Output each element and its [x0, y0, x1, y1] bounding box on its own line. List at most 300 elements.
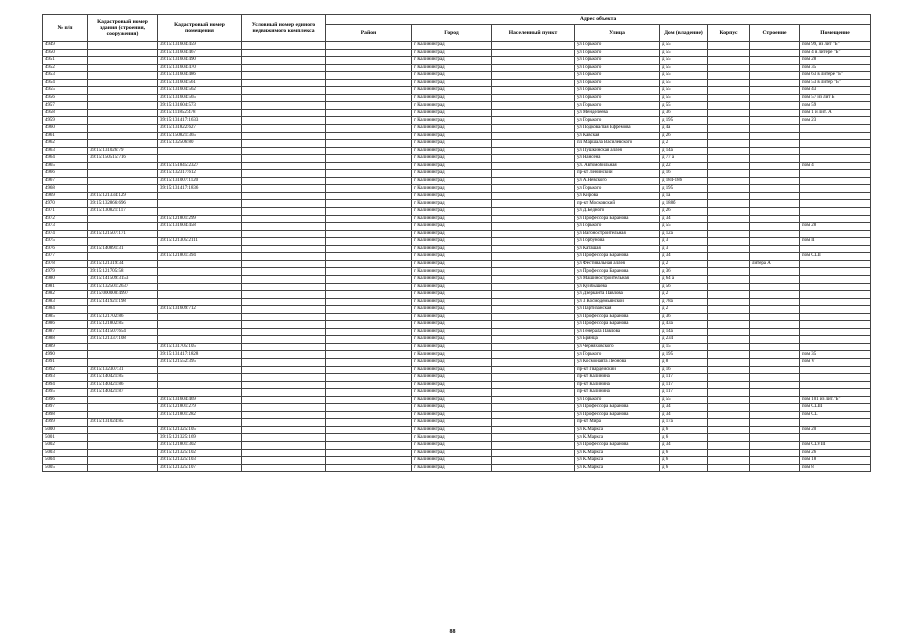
- cell-building: [750, 306, 800, 314]
- cell-district: [326, 396, 412, 404]
- cell-room: пом 23: [800, 117, 871, 125]
- cell-kad-room: [158, 313, 242, 321]
- cell-room: [800, 132, 871, 140]
- cell-cond-complex: [242, 162, 326, 170]
- cell-kad-room: 39:15:121801:279: [158, 404, 242, 412]
- cell-room: [800, 343, 871, 351]
- cell-house: д 16: [660, 170, 708, 178]
- cell-kad-room: 39:15:132506:80: [158, 140, 242, 148]
- cell-street: пр-кт Мира: [575, 419, 660, 427]
- cell-cond-complex: [242, 102, 326, 110]
- cell-street: ул Дзёрканта Павлова: [575, 291, 660, 299]
- cell-korpus: [708, 223, 750, 231]
- cell-district: [326, 192, 412, 200]
- cell-room: [800, 298, 871, 306]
- cell-kad-building: [88, 57, 158, 65]
- cell-building: [750, 411, 800, 419]
- table-row: [43, 57, 871, 65]
- cell-settlement: [492, 313, 575, 321]
- cell-settlement: [492, 109, 575, 117]
- cell-room: [800, 336, 871, 344]
- table-row: [43, 336, 871, 344]
- cell-building: [750, 192, 800, 200]
- cell-korpus: [708, 260, 750, 268]
- cell-kad-room: 39:15:111852:478: [158, 109, 242, 117]
- cell-city: г Калининград: [412, 404, 492, 412]
- cell-cond-complex: [242, 245, 326, 253]
- cell-settlement: [492, 42, 575, 50]
- cell-building: [750, 321, 800, 329]
- cell-city: г Калининград: [412, 200, 492, 208]
- cell-city: г Калининград: [412, 132, 492, 140]
- cell-cond-complex: [242, 238, 326, 246]
- table-row: [43, 457, 871, 465]
- cell-district: [326, 155, 412, 163]
- cell-kad-building: [88, 72, 158, 80]
- cell-settlement: [492, 72, 575, 80]
- cell-no: 4961: [43, 132, 88, 140]
- cell-kad-building: [88, 215, 158, 223]
- cell-room: пом II: [800, 238, 871, 246]
- cell-settlement: [492, 147, 575, 155]
- cell-city: г Калининград: [412, 230, 492, 238]
- table-row: [43, 396, 871, 404]
- table-row: [43, 117, 871, 125]
- cell-street: ул Нансена: [575, 155, 660, 163]
- cell-cond-complex: [242, 321, 326, 329]
- cell-cond-complex: [242, 419, 326, 427]
- cell-kad-building: [88, 426, 158, 434]
- cell-kad-room: [158, 366, 242, 374]
- cell-korpus: [708, 441, 750, 449]
- cell-cond-complex: [242, 185, 326, 193]
- cell-korpus: [708, 343, 750, 351]
- cell-street: ул Профессора Баранова: [575, 253, 660, 261]
- cell-city: г Калининград: [412, 457, 492, 465]
- cell-settlement: [492, 64, 575, 72]
- header-no: № п/п: [43, 15, 88, 42]
- table-row: [43, 79, 871, 87]
- cell-city: г Калининград: [412, 49, 492, 57]
- cell-settlement: [492, 336, 575, 344]
- cell-street: ул Фестивальная аллея: [575, 260, 660, 268]
- cell-korpus: [708, 185, 750, 193]
- cell-house: д 14а: [660, 328, 708, 336]
- cell-no: 4985: [43, 313, 88, 321]
- cell-house: д 117: [660, 389, 708, 397]
- cell-district: [326, 419, 412, 427]
- cell-building: [750, 283, 800, 291]
- cell-no: 4988: [43, 336, 88, 344]
- cell-korpus: [708, 117, 750, 125]
- cell-no: 5005: [43, 464, 88, 472]
- cell-kad-building: [88, 94, 158, 102]
- cell-cond-complex: [242, 208, 326, 216]
- cell-street: пр-кт Ленинский: [575, 170, 660, 178]
- cell-kad-room: [158, 389, 242, 397]
- cell-city: г Калининград: [412, 419, 492, 427]
- cell-house: д 117: [660, 374, 708, 382]
- cell-korpus: [708, 109, 750, 117]
- cell-house: д 55: [660, 102, 708, 110]
- cell-no: 4991: [43, 358, 88, 366]
- cell-room: [800, 389, 871, 397]
- cell-no: 4968: [43, 185, 88, 193]
- cell-city: г Калининград: [412, 64, 492, 72]
- cell-room: пом 35: [800, 64, 871, 72]
- cell-kad-building: [88, 223, 158, 231]
- cell-house: д 22: [660, 162, 708, 170]
- cell-korpus: [708, 298, 750, 306]
- table-row: [43, 253, 871, 261]
- cell-street: ул Черняховского: [575, 343, 660, 351]
- cell-city: г Калининград: [412, 87, 492, 95]
- header-house: Дом (владение): [660, 25, 708, 42]
- cell-no: 4990: [43, 351, 88, 359]
- cell-settlement: [492, 268, 575, 276]
- cell-cond-complex: [242, 275, 326, 283]
- header-address-group: Адрес объекта: [326, 15, 871, 25]
- cell-building: [750, 268, 800, 276]
- cell-cond-complex: [242, 42, 326, 50]
- cell-korpus: [708, 230, 750, 238]
- cell-cond-complex: [242, 396, 326, 404]
- cell-house: д 16: [660, 366, 708, 374]
- cell-no: 4959: [43, 117, 88, 125]
- cell-korpus: [708, 125, 750, 133]
- cell-building: [750, 238, 800, 246]
- cell-korpus: [708, 411, 750, 419]
- cell-settlement: [492, 192, 575, 200]
- cell-kad-room: [158, 419, 242, 427]
- cell-house: д 8: [660, 358, 708, 366]
- cell-cond-complex: [242, 200, 326, 208]
- cell-street: пл Маршала Василевского: [575, 140, 660, 148]
- cell-settlement: [492, 79, 575, 87]
- cell-cond-complex: [242, 336, 326, 344]
- cell-house: д 6: [660, 426, 708, 434]
- cell-room: пом 4: [800, 162, 871, 170]
- cell-cond-complex: [242, 253, 326, 261]
- cell-street: ул Профессора Баранова: [575, 411, 660, 419]
- cell-settlement: [492, 185, 575, 193]
- cell-cond-complex: [242, 87, 326, 95]
- table-row: [43, 275, 871, 283]
- cell-city: г Калининград: [412, 223, 492, 231]
- cell-street: ул Космонавта Леонова: [575, 358, 660, 366]
- cell-city: г Калининград: [412, 155, 492, 163]
- cell-building: [750, 200, 800, 208]
- cell-city: г Калининград: [412, 411, 492, 419]
- cell-settlement: [492, 102, 575, 110]
- cell-city: г Калининград: [412, 208, 492, 216]
- cell-building: [750, 185, 800, 193]
- cell-house: д 1а: [660, 192, 708, 200]
- cell-district: [326, 426, 412, 434]
- cell-cond-complex: [242, 374, 326, 382]
- cell-street: ул К.Маркса: [575, 434, 660, 442]
- cell-cond-complex: [242, 351, 326, 359]
- cell-no: 4982: [43, 291, 88, 299]
- cell-house: д 55: [660, 223, 708, 231]
- cell-city: г Калининград: [412, 140, 492, 148]
- cell-room: [800, 328, 871, 336]
- cell-cond-complex: [242, 79, 326, 87]
- header-cond-complex: Условный номер единого недвижимого комплекса: [242, 15, 326, 42]
- cell-no: 4979: [43, 268, 88, 276]
- cell-room: пом 99, из лит "Б": [800, 42, 871, 50]
- cell-settlement: [492, 57, 575, 65]
- cell-cond-complex: [242, 404, 326, 412]
- cell-house: д 55: [660, 64, 708, 72]
- cell-korpus: [708, 42, 750, 50]
- table-row: [43, 268, 871, 276]
- header-kad-room: Кадастровый номер помещения: [158, 15, 242, 42]
- cell-kad-building: [88, 42, 158, 50]
- cell-no: 4993: [43, 374, 88, 382]
- cell-house: д 195: [660, 117, 708, 125]
- cell-no: 4965: [43, 162, 88, 170]
- cell-kad-building: [88, 87, 158, 95]
- cell-no: 4956: [43, 94, 88, 102]
- cell-house: д 34: [660, 404, 708, 412]
- cell-city: г Калининград: [412, 298, 492, 306]
- cell-house: д 6: [660, 457, 708, 465]
- cell-house: д 2: [660, 291, 708, 299]
- cell-kad-room: 39:15:121552:395: [158, 358, 242, 366]
- cell-building: [750, 404, 800, 412]
- cell-kad-room: 39:15:121325:102: [158, 449, 242, 457]
- cell-city: г Калининград: [412, 215, 492, 223]
- cell-kad-building: [88, 125, 158, 133]
- cell-house: д 195: [660, 351, 708, 359]
- cell-district: [326, 49, 412, 57]
- cell-settlement: [492, 358, 575, 366]
- cell-settlement: [492, 298, 575, 306]
- cell-district: [326, 64, 412, 72]
- cell-settlement: [492, 230, 575, 238]
- cell-street: ул Машиностроительная: [575, 275, 660, 283]
- cell-kad-room: [158, 381, 242, 389]
- table-row: [43, 109, 871, 117]
- cell-room: пом 18: [800, 457, 871, 465]
- cell-room: [800, 230, 871, 238]
- cell-district: [326, 275, 412, 283]
- cell-city: г Калининград: [412, 72, 492, 80]
- cell-city: г Калининград: [412, 268, 492, 276]
- cell-house: д 26: [660, 132, 708, 140]
- table-row: [43, 200, 871, 208]
- cell-kad-building: [88, 117, 158, 125]
- cell-settlement: [492, 117, 575, 125]
- cell-settlement: [492, 396, 575, 404]
- cell-kad-building: [88, 185, 158, 193]
- cell-no: 4994: [43, 381, 88, 389]
- cell-district: [326, 102, 412, 110]
- cell-room: пом 26: [800, 449, 871, 457]
- cell-street: ул Горбунова: [575, 238, 660, 246]
- cell-settlement: [492, 328, 575, 336]
- cell-cond-complex: [242, 260, 326, 268]
- cell-settlement: [492, 162, 575, 170]
- cell-street: ул Горького: [575, 49, 660, 57]
- cell-cond-complex: [242, 109, 326, 117]
- cell-district: [326, 208, 412, 216]
- cell-street: ул Горького: [575, 396, 660, 404]
- cell-kad-building: 39:15:121337:108: [88, 336, 158, 344]
- cell-room: [800, 170, 871, 178]
- table-row: [43, 291, 871, 299]
- cell-building: [750, 177, 800, 185]
- cell-district: [326, 140, 412, 148]
- cell-kad-room: [158, 208, 242, 216]
- cell-building: [750, 162, 800, 170]
- cell-street: ул Горького: [575, 87, 660, 95]
- cell-korpus: [708, 457, 750, 465]
- cell-korpus: [708, 275, 750, 283]
- cell-street: ул Горького: [575, 351, 660, 359]
- cell-city: г Калининград: [412, 177, 492, 185]
- cell-kad-room: 39:15:121325:103: [158, 457, 242, 465]
- table-body: [43, 42, 871, 472]
- cell-city: г Калининград: [412, 336, 492, 344]
- cell-street: ул Горького: [575, 102, 660, 110]
- cell-building: [750, 147, 800, 155]
- cell-city: г Калининград: [412, 94, 492, 102]
- cell-korpus: [708, 200, 750, 208]
- cell-district: [326, 313, 412, 321]
- cell-cond-complex: [242, 366, 326, 374]
- cell-no: 4996: [43, 396, 88, 404]
- cell-building: [750, 132, 800, 140]
- cell-kad-building: 39:15:131024:85: [88, 419, 158, 427]
- cell-street: ул К.Маркса: [575, 464, 660, 472]
- cell-no: 4958: [43, 109, 88, 117]
- cell-building: [750, 208, 800, 216]
- cell-room: пом 101 из лит."Б": [800, 396, 871, 404]
- cell-kad-building: 39:15:121507:171: [88, 230, 158, 238]
- cell-building: [750, 449, 800, 457]
- cell-kad-building: [88, 177, 158, 185]
- cell-cond-complex: [242, 449, 326, 457]
- cell-district: [326, 238, 412, 246]
- table-row: [43, 358, 871, 366]
- cell-room: пом 57 из лит Б: [800, 94, 871, 102]
- cell-settlement: [492, 253, 575, 261]
- cell-room: [800, 260, 871, 268]
- cell-settlement: [492, 426, 575, 434]
- cell-no: 4971: [43, 208, 88, 216]
- cell-building: [750, 125, 800, 133]
- cell-cond-complex: [242, 389, 326, 397]
- cell-room: [800, 434, 871, 442]
- cell-room: пом 20: [800, 426, 871, 434]
- cell-city: г Калининград: [412, 162, 492, 170]
- cell-kad-building: [88, 49, 158, 57]
- cell-street: пр-кт Калинина: [575, 374, 660, 382]
- cell-kad-building: [88, 140, 158, 148]
- cell-cond-complex: [242, 457, 326, 465]
- cell-no: 4962: [43, 140, 88, 148]
- cell-korpus: [708, 434, 750, 442]
- cell-city: г Калининград: [412, 426, 492, 434]
- cell-kad-room: 39:15:131007:1120: [158, 177, 242, 185]
- cell-kad-building: 39:15:140421:85: [88, 374, 158, 382]
- cell-street: ул Горького: [575, 79, 660, 87]
- cell-no: 4975: [43, 238, 88, 246]
- cell-city: г Калининград: [412, 109, 492, 117]
- cell-kad-room: 39:15:131604:565: [158, 94, 242, 102]
- cell-district: [326, 94, 412, 102]
- cell-house: д 55: [660, 396, 708, 404]
- cell-settlement: [492, 94, 575, 102]
- cell-cond-complex: [242, 283, 326, 291]
- cell-settlement: [492, 306, 575, 314]
- property-register-sheet: [42, 14, 870, 472]
- cell-street: ул Профессора Баранова: [575, 268, 660, 276]
- cell-kad-room: 39:15:121801:299: [158, 215, 242, 223]
- cell-room: [800, 321, 871, 329]
- table-row: [43, 87, 871, 95]
- table-row: [43, 283, 871, 291]
- cell-street: ул Горького: [575, 42, 660, 50]
- cell-korpus: [708, 381, 750, 389]
- cell-room: [800, 192, 871, 200]
- cell-house: д 55: [660, 87, 708, 95]
- cell-cond-complex: [242, 64, 326, 72]
- cell-city: г Калининград: [412, 381, 492, 389]
- cell-room: [800, 215, 871, 223]
- cell-kad-building: [88, 434, 158, 442]
- cell-district: [326, 336, 412, 344]
- cell-kad-room: 39:15:132317:612: [158, 170, 242, 178]
- cell-building: [750, 49, 800, 57]
- cell-kad-room: 39:15:131604:458: [158, 223, 242, 231]
- cell-building: [750, 434, 800, 442]
- cell-no: 4950: [43, 49, 88, 57]
- cell-cond-complex: [242, 49, 326, 57]
- table-row: [43, 132, 871, 140]
- table-row: [43, 434, 871, 442]
- cell-settlement: [492, 449, 575, 457]
- cell-building: [750, 426, 800, 434]
- cell-settlement: [492, 215, 575, 223]
- cell-house: д 36: [660, 268, 708, 276]
- table-row: [43, 419, 871, 427]
- cell-building: [750, 72, 800, 80]
- cell-district: [326, 260, 412, 268]
- cell-house: д 34: [660, 441, 708, 449]
- cell-room: пом 1 и лит. А: [800, 109, 871, 117]
- cell-district: [326, 298, 412, 306]
- cell-district: [326, 321, 412, 329]
- cell-kad-building: 39:15:140891:31: [88, 245, 158, 253]
- cell-settlement: [492, 200, 575, 208]
- cell-building: [750, 87, 800, 95]
- cell-korpus: [708, 57, 750, 65]
- cell-no: 4949: [43, 42, 88, 50]
- cell-korpus: [708, 366, 750, 374]
- cell-district: [326, 42, 412, 50]
- cell-cond-complex: [242, 381, 326, 389]
- cell-room: пом CL: [800, 411, 871, 419]
- cell-room: пом 28: [800, 57, 871, 65]
- header-district: Район: [326, 25, 412, 42]
- cell-settlement: [492, 238, 575, 246]
- cell-house: д 2: [660, 306, 708, 314]
- cell-cond-complex: [242, 306, 326, 314]
- cell-no: 4955: [43, 87, 88, 95]
